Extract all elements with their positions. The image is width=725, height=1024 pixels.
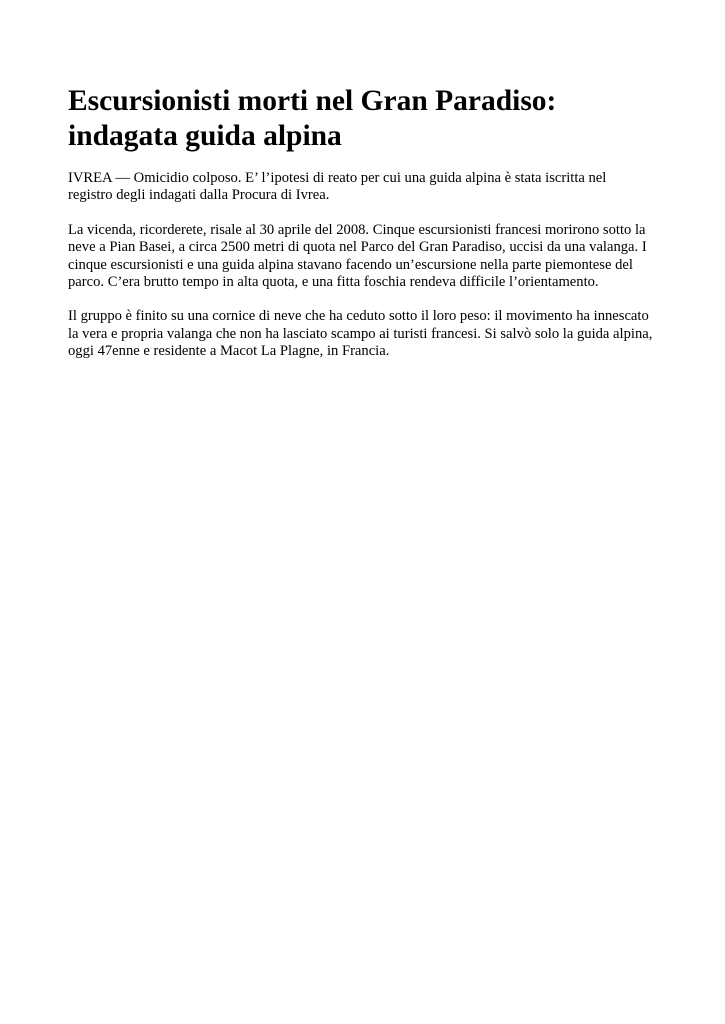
paragraph-line: Il gruppo è finito su una cornice di neve che ha ceduto sotto il loro peso: il movimento ha innescato <box>68 308 649 325</box>
paragraph-outcome <box>68 308 668 360</box>
document-page <box>68 84 668 361</box>
paragraph-line: la vera e propria valanga che non ha lasciato scampo ai turisti francesi. Si salvò solo la guida alpina, <box>68 325 653 342</box>
paragraph-line: IVREA — Omicidio colposo. E’ l’ipotesi di reato per cui una guida alpina è stata iscritta nel <box>68 170 607 186</box>
article-title-line-1: Escursionisti morti nel Gran Paradiso: <box>68 85 557 117</box>
paragraph-line: cinque escursionisti e una guida alpina stavano facendo un’escursione nella parte piemontese del <box>68 256 633 273</box>
paragraph-line: neve a Pian Basei, a circa 2500 metri di quota nel Parco del Gran Paradiso, uccisi da una valanga. I <box>68 239 647 256</box>
article-title-line-2: indagata guida alpina <box>68 120 342 152</box>
paragraph-line: registro degli indagati dalla Procura di Ivrea. <box>68 187 330 204</box>
article-title <box>68 84 668 154</box>
paragraph-line: oggi 47enne e residente a Macot La Plagne, in Francia. <box>68 343 390 360</box>
paragraph-event <box>68 222 668 292</box>
paragraph-line: La vicenda, ricorderete, risale al 30 aprile del 2008. Cinque escursionisti francesi morirono sotto la <box>68 221 646 238</box>
paragraph-line: parco. C’era brutto tempo in alta quota, e una fitta foschia rendeva difficile l’orientamento. <box>68 274 599 291</box>
paragraph-intro <box>68 170 668 205</box>
